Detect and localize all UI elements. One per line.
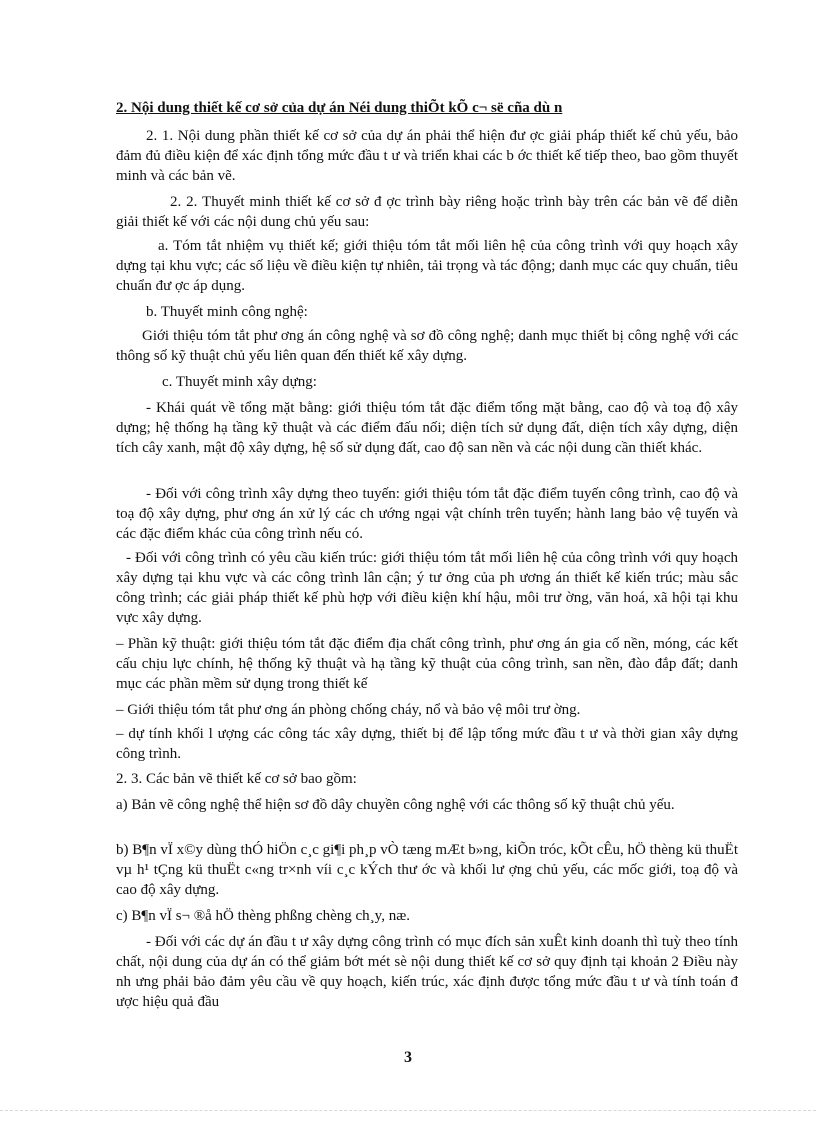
paragraph-site-plan: - Khái quát về tổng mặt bằng: giới thiệu tóm tắt đặc điểm tổng mặt bằng, cao độ và toạ độ xây dựng; hệ thống hạ tầng kỹ thuật và các điểm đấu nối; diện tích sử dụng đất, diện tích xây dựng, diện tích cây xanh, mật độ xây dựng, hệ số sử dụng đất, cao độ san nền và các nội dung cần thiết khác.	[116, 400, 738, 456]
paragraph-item-b: b. Thuyết minh công nghệ:	[146, 304, 308, 320]
page-bottom-divider	[0, 1110, 816, 1111]
paragraph-item-a: a. Tóm tắt nhiệm vụ thiết kế; giới thiệu tóm tắt mối liên hệ của công trình với quy hoạch xây dựng tại khu vực; các số liệu về điều kiện tự nhiên, tải trọng và tác động; danh mục các quy chuẩn, tiêu chuẩn đư ợc áp dụng.	[116, 238, 738, 294]
paragraph-item-c: c. Thuyết minh xây dựng:	[162, 374, 317, 390]
paragraph-linear-works: - Đối với công trình xây dựng theo tuyến: giới thiệu tóm tắt đặc điểm tuyến công trình, cao độ và toạ độ xây dựng, phư ơng án xử lý các ch ướng ngại vật chính trên tuyến; hành lang bảo vệ tuyến và các đặc điểm khác của công trình nếu có.	[116, 486, 738, 542]
paragraph-quantities: – dự tính khối l ượng các công tác xây dựng, thiết bị để lập tổng mức đầu t ư và thời gian xây dựng công trình.	[116, 726, 738, 762]
paragraph-technical: – Phần kỹ thuật: giới thiệu tóm tắt đặc điểm địa chất công trình, phư ơng án gia cố nền, móng, các kết cấu chịu lực chính, hệ thống kỹ thuật và hạ tầng kỹ thuật của công trình, san nền, đào đắp đất; danh mục các phần mềm sử dụng trong thiết kế	[116, 636, 738, 692]
paragraph-architecture: - Đối với công trình có yêu cầu kiến trúc: giới thiệu tóm tắt mối liên hệ của công trình với quy hoạch xây dựng tại khu vực và các công trình lân cận; ý tư ởng của ph ương án thiết kế kiến trúc; màu sắc công trình; các giải pháp thiết kế phù hợp với điều kiện khí hậu, môi trư ờng, văn hoá, xã hội tại khu vực xây dựng.	[116, 550, 738, 626]
paragraph-drawing-b: b) B¶n vÏ x©y dùng thÓ hiÖn c¸c gi¶i ph¸p vÒ tæng mÆt b»ng, kiÕn tróc, kÕt cÊu, hÖ thèng kü thuËt vµ h¹ tÇng kü thuËt c«ng tr×nh víi c¸c kÝch thư ớc và khối lư ợng chủ yếu, các mốc giới, toạ độ và cao độ xây dựng.	[116, 842, 738, 898]
paragraph-drawing-a: a) Bản vẽ công nghệ thể hiện sơ đồ dây chuyền công nghệ với các thông số kỹ thuật chủ yếu.	[116, 797, 675, 813]
paragraph-production-projects: - Đối với các dự án đầu t ư xây dựng công trình có mục đích sản xuÊt kinh doanh thì tuỳ theo tính chất, nội dung của dự án có thể giảm bớt mét sè nội dung thiết kế cơ sở quy định tại khoản 2 Điều này nh ưng phải bảo đảm yêu cầu về quy hoạch, kiến trúc, xác định được tổng mức đầu t ư và tính toán đ ược hiệu quả đầu	[116, 934, 738, 1010]
paragraph-2-2: 2. 2. Thuyết minh thiết kế cơ sở đ ợc trình bày riêng hoặc trình bày trên các bản vẽ để diễn giải thiết kế với các nội dung chủ yếu sau:	[116, 194, 738, 230]
paragraph-fire-safety: – Giới thiệu tóm tắt phư ơng án phòng chống cháy, nổ và bảo vệ môi trư ờng.	[116, 702, 581, 718]
paragraph-drawing-c: c) B¶n vÏ s¬ ®å hÖ thèng phßng chèng ch¸y, næ.	[116, 908, 410, 924]
paragraph-2-1: 2. 1. Nội dung phần thiết kế cơ sở của dự án phải thể hiện đư ợc giải pháp thiết kế chủ yếu, bảo đảm đủ điều kiện để xác định tổng mức đầu t ư và triển khai các b ớc thiết kế tiếp theo, bao gồm thuyết minh và các bản vẽ.	[116, 128, 738, 184]
paragraph-2-3: 2. 3. Các bản vẽ thiết kế cơ sở bao gồm:	[116, 771, 357, 787]
paragraph-tech-description: Giới thiệu tóm tắt phư ơng án công nghệ và sơ đồ công nghệ; danh mục thiết bị công nghệ với các thông số kỹ thuật chủ yếu liên quan đến thiết kế xây dựng.	[116, 328, 738, 364]
page-number: 3	[404, 1049, 412, 1066]
section-heading: 2. Nội dung thiết kế cơ sở của dự án Néi dung thiÕt kÕ c¬ së cña dù n	[116, 100, 563, 116]
